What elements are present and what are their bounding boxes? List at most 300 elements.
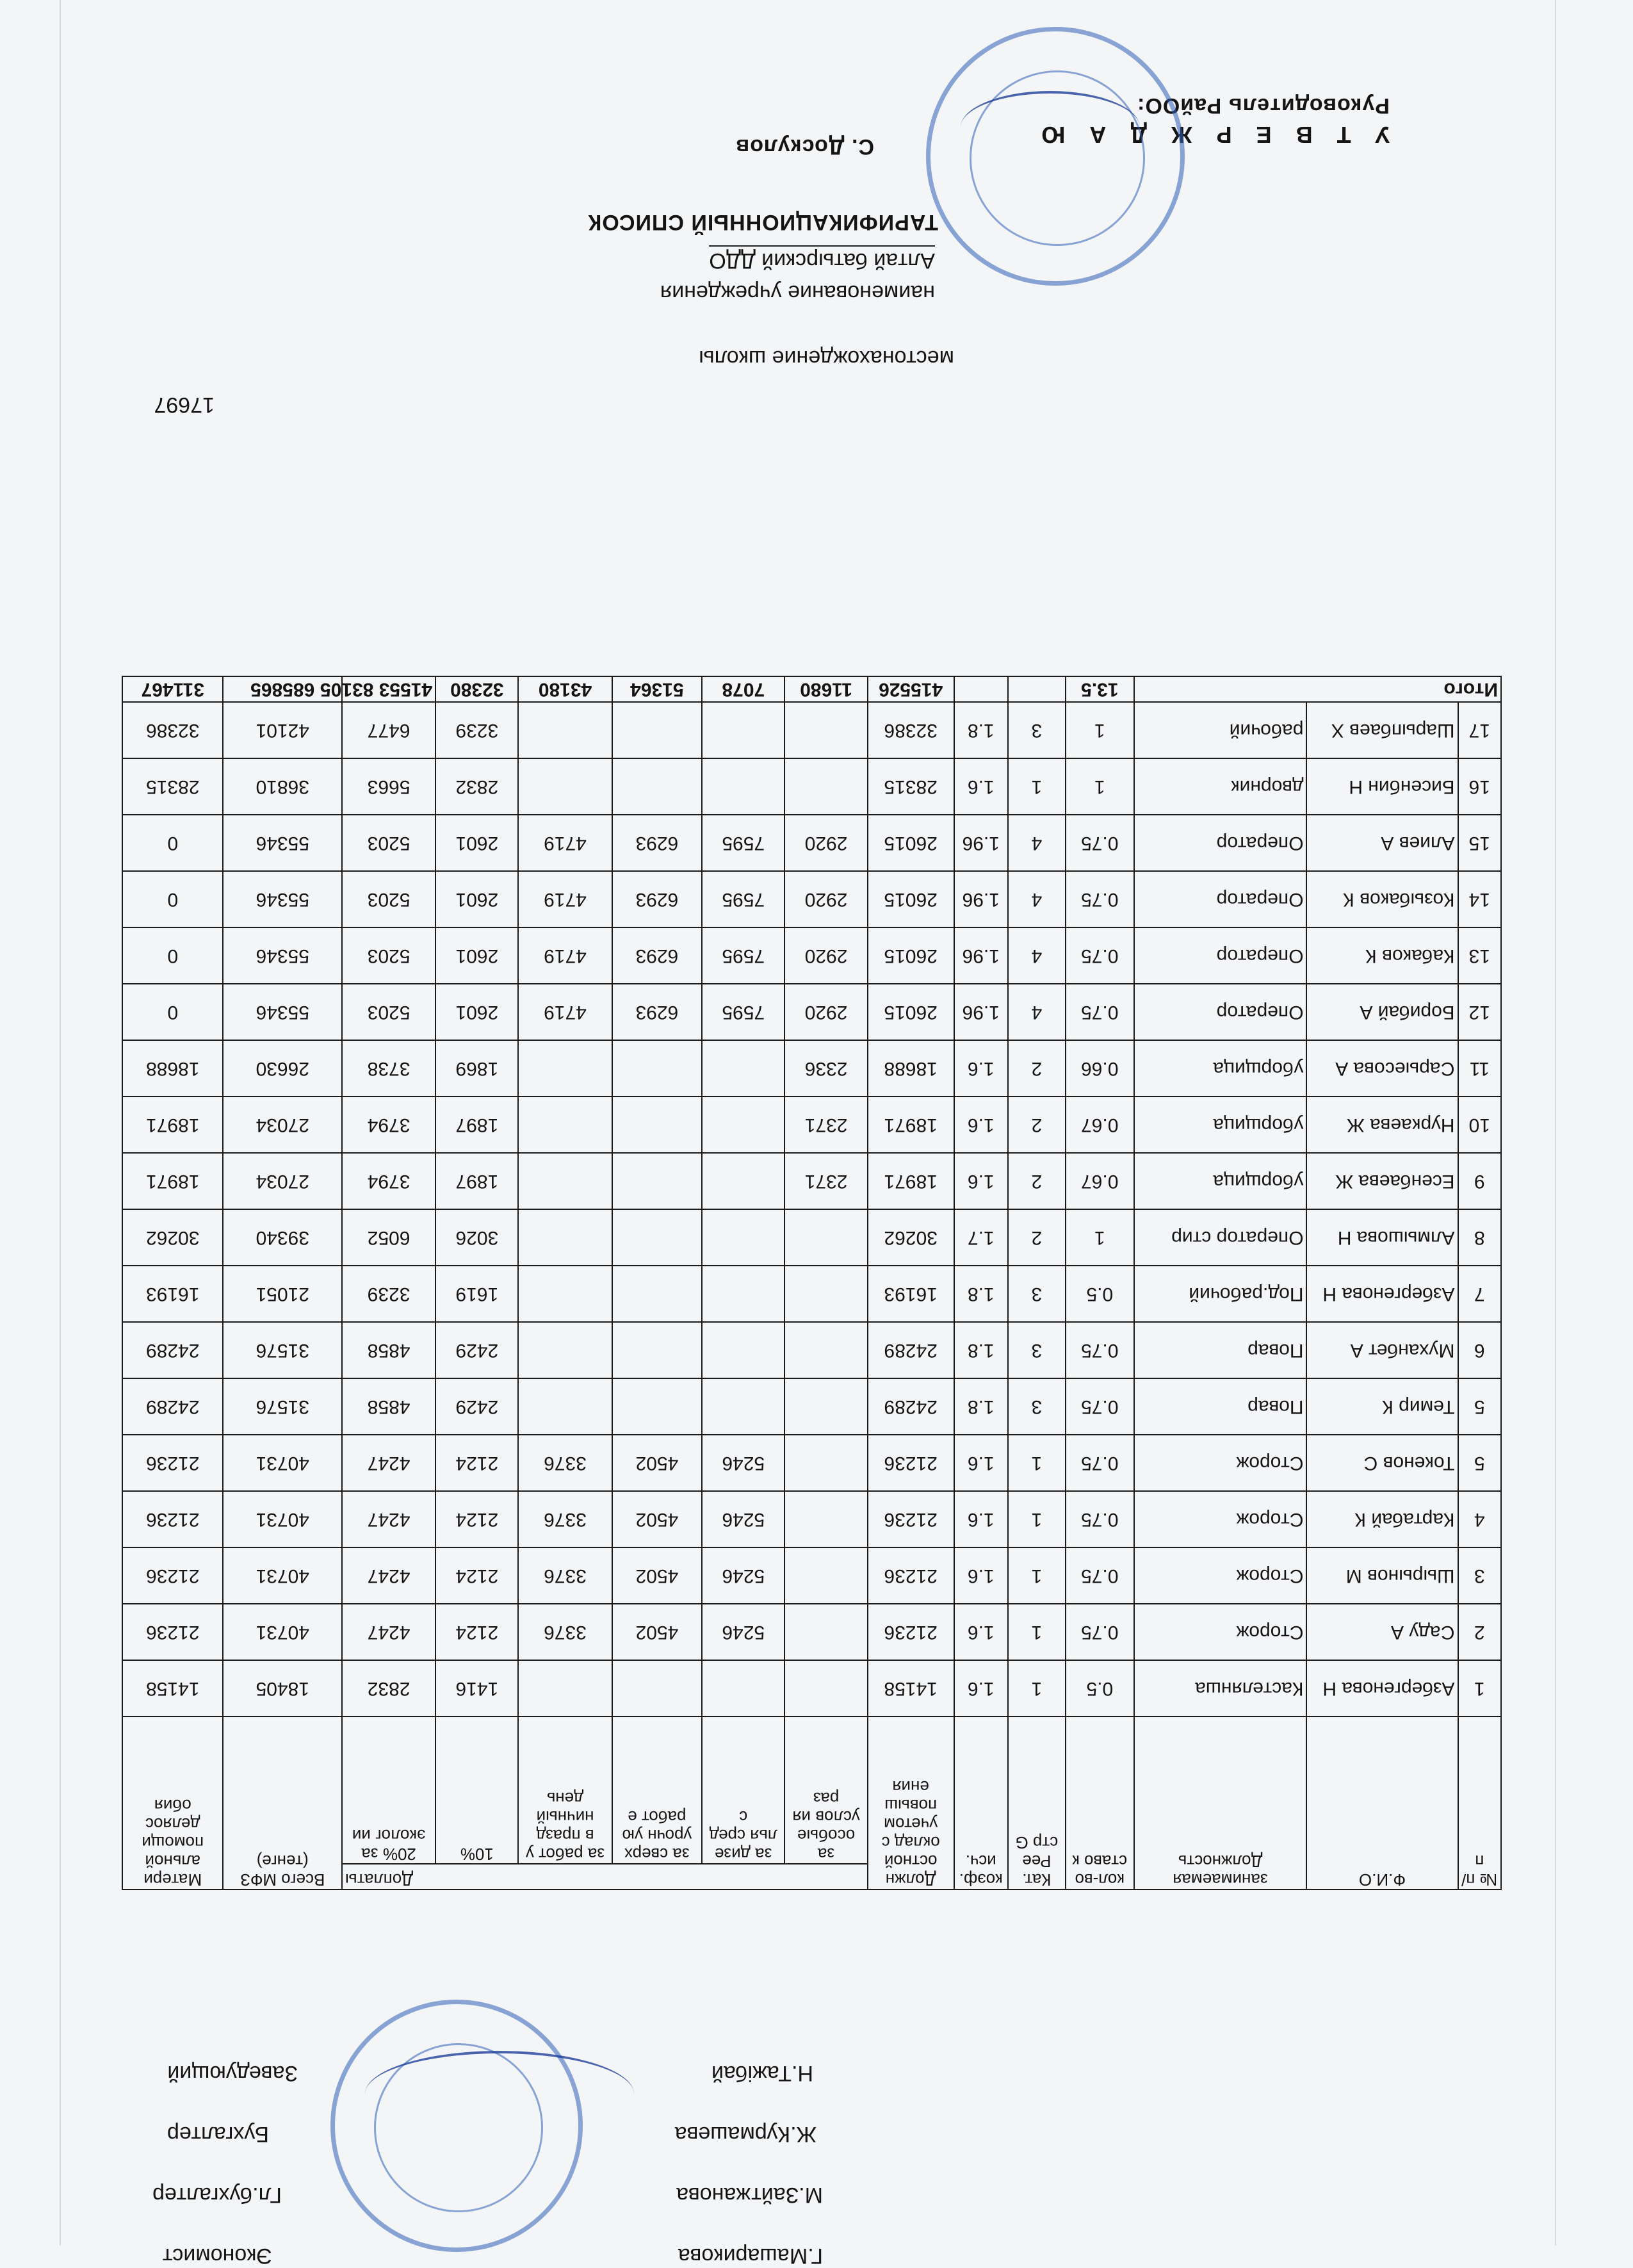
cell-night: 1869 bbox=[435, 1040, 518, 1097]
cell-position: уборщица bbox=[1134, 1153, 1307, 1209]
cell-num: 1 bbox=[1458, 1660, 1501, 1717]
cell-salary: 26015 bbox=[868, 984, 954, 1040]
cell-diesel: 5246 bbox=[702, 1491, 784, 1547]
signature-name-accountant: Ж.Курмашева bbox=[674, 2122, 816, 2146]
cell-rate: 0.67 bbox=[1066, 1097, 1134, 1153]
cell-overtime bbox=[612, 758, 703, 815]
cell-coef: 1.96 bbox=[954, 815, 1008, 871]
cell-name: Есенбаева Ж bbox=[1306, 1153, 1458, 1209]
cell-coef: 1.8 bbox=[954, 1322, 1008, 1378]
approval-title: У Т В Е Р Ж Д А Ю bbox=[1032, 122, 1390, 148]
cell-salary: 24289 bbox=[868, 1378, 954, 1435]
col-header-salary: Должн остной оклад с учетом повыш ения bbox=[868, 1717, 954, 1889]
cell-holiday: 4719 bbox=[518, 927, 612, 984]
totals-night: 32380 bbox=[435, 676, 518, 702]
cell-salary: 28315 bbox=[868, 758, 954, 815]
cell-num: 17 bbox=[1458, 702, 1501, 758]
cell-overtime: 6293 bbox=[612, 984, 703, 1040]
cell-ecology: 5203 bbox=[342, 984, 435, 1040]
cell-rate: 0.67 bbox=[1066, 1153, 1134, 1209]
cell-special bbox=[784, 758, 867, 815]
cell-diesel bbox=[702, 1378, 784, 1435]
cell-total: 55346 bbox=[223, 927, 342, 984]
cell-salary: 26015 bbox=[868, 815, 954, 871]
cell-name: Нуркаева Ж bbox=[1306, 1097, 1458, 1153]
cell-total: 55346 bbox=[223, 815, 342, 871]
cell-rate: 0.75 bbox=[1066, 1547, 1134, 1604]
cell-special bbox=[784, 1266, 867, 1322]
cell-total: 40731 bbox=[223, 1491, 342, 1547]
col-header-position: занимаемая Должность bbox=[1134, 1717, 1307, 1889]
cell-special bbox=[784, 702, 867, 758]
cell-special: 2371 bbox=[784, 1153, 867, 1209]
cell-night: 2601 bbox=[435, 815, 518, 871]
cell-coef: 1.6 bbox=[954, 1604, 1008, 1660]
col-header-overtime: за сверх урочн ую работ е bbox=[612, 1717, 703, 1864]
cell-holiday: 3376 bbox=[518, 1547, 612, 1604]
cell-category: 3 bbox=[1008, 1378, 1066, 1435]
table-row bbox=[122, 1266, 1501, 1322]
cell-diesel: 7595 bbox=[702, 927, 784, 984]
cell-name: Шарыпбаев Х bbox=[1306, 702, 1458, 758]
cell-special: 2920 bbox=[784, 927, 867, 984]
cell-rate: 0.66 bbox=[1066, 1040, 1134, 1097]
cell-total: 36810 bbox=[223, 758, 342, 815]
cell-aid: 18971 bbox=[122, 1153, 223, 1209]
cell-total: 40731 bbox=[223, 1547, 342, 1604]
signature-name-economist: Г.Машарикова bbox=[678, 2244, 823, 2268]
cell-salary: 18971 bbox=[868, 1153, 954, 1209]
cell-name: Алиев А bbox=[1306, 815, 1458, 871]
cell-special bbox=[784, 1604, 867, 1660]
col-header-name: Ф.И.О bbox=[1306, 1717, 1458, 1889]
cell-holiday: 3376 bbox=[518, 1604, 612, 1660]
cell-diesel bbox=[702, 1322, 784, 1378]
cell-name: Азбергенова Н bbox=[1306, 1660, 1458, 1717]
col-header-coef: коэф. исч. bbox=[954, 1717, 1008, 1889]
cell-holiday bbox=[518, 1097, 612, 1153]
cell-coef: 1.6 bbox=[954, 1660, 1008, 1717]
cell-night: 3026 bbox=[435, 1209, 518, 1266]
cell-aid: 21236 bbox=[122, 1604, 223, 1660]
cell-aid: 21236 bbox=[122, 1435, 223, 1491]
cell-salary: 21236 bbox=[868, 1491, 954, 1547]
col-header-night: 10% bbox=[435, 1717, 518, 1864]
institution-caption: наименование учреждения bbox=[660, 281, 935, 305]
totals-rate: 13.5 bbox=[1066, 676, 1134, 702]
cell-rate: 1 bbox=[1066, 758, 1134, 815]
cell-total: 55346 bbox=[223, 984, 342, 1040]
cell-coef: 1.6 bbox=[954, 758, 1008, 815]
cell-aid: 21236 bbox=[122, 1547, 223, 1604]
cell-num: 9 bbox=[1458, 1153, 1501, 1209]
cell-coef: 1.96 bbox=[954, 984, 1008, 1040]
cell-night: 2124 bbox=[435, 1547, 518, 1604]
cell-overtime: 4502 bbox=[612, 1435, 703, 1491]
cell-category: 4 bbox=[1008, 815, 1066, 871]
totals-ecology: 41553 83105 bbox=[342, 676, 435, 702]
cell-position: рабочий bbox=[1134, 702, 1307, 758]
cell-coef: 1.8 bbox=[954, 1378, 1008, 1435]
cell-aid: 16193 bbox=[122, 1266, 223, 1322]
cell-overtime bbox=[612, 1266, 703, 1322]
signature-scribble-bottom bbox=[365, 2051, 634, 2137]
cell-name: Токенов С bbox=[1306, 1435, 1458, 1491]
totals-special: 11680 bbox=[784, 676, 867, 702]
cell-ecology: 3794 bbox=[342, 1097, 435, 1153]
cell-num: 5 bbox=[1458, 1378, 1501, 1435]
cell-overtime: 6293 bbox=[612, 871, 703, 927]
cell-aid: 0 bbox=[122, 927, 223, 984]
cell-ecology: 6052 bbox=[342, 1209, 435, 1266]
cell-category: 3 bbox=[1008, 1266, 1066, 1322]
cell-category: 1 bbox=[1008, 1547, 1066, 1604]
col-header-rate: кол-во ставо к bbox=[1066, 1717, 1134, 1889]
cell-salary: 21236 bbox=[868, 1435, 954, 1491]
cell-category: 1 bbox=[1008, 758, 1066, 815]
cell-position: Сторож bbox=[1134, 1604, 1307, 1660]
totals-aid: 311467 bbox=[122, 676, 223, 702]
cell-coef: 1.8 bbox=[954, 1266, 1008, 1322]
cell-total: 27034 bbox=[223, 1097, 342, 1153]
cell-ecology: 5663 bbox=[342, 758, 435, 815]
cell-aid: 24289 bbox=[122, 1322, 223, 1378]
cell-num: 2 bbox=[1458, 1604, 1501, 1660]
cell-coef: 1.6 bbox=[954, 1040, 1008, 1097]
cell-num: 5 bbox=[1458, 1435, 1501, 1491]
cell-diesel: 5246 bbox=[702, 1604, 784, 1660]
totals-diesel: 7078 bbox=[702, 676, 784, 702]
cell-name: Сарыесова А bbox=[1306, 1040, 1458, 1097]
cell-name: Козыбаков К bbox=[1306, 871, 1458, 927]
cell-name: Кабаков К bbox=[1306, 927, 1458, 984]
table-row bbox=[122, 1153, 1501, 1209]
cell-night: 2832 bbox=[435, 758, 518, 815]
cell-special bbox=[784, 1491, 867, 1547]
totals-label: Итого bbox=[1134, 676, 1501, 702]
tariff-table bbox=[122, 676, 1502, 1890]
cell-special: 2920 bbox=[784, 871, 867, 927]
cell-position: Оператор стир bbox=[1134, 1209, 1307, 1266]
cell-diesel: 5246 bbox=[702, 1435, 784, 1491]
cell-coef: 1.6 bbox=[954, 1547, 1008, 1604]
cell-holiday: 4719 bbox=[518, 871, 612, 927]
cell-rate: 0.75 bbox=[1066, 1322, 1134, 1378]
cell-overtime bbox=[612, 1378, 703, 1435]
cell-total: 18405 bbox=[223, 1660, 342, 1717]
cell-special: 2920 bbox=[784, 984, 867, 1040]
signature-name-chief-accountant: М.Зайтжанова bbox=[676, 2183, 823, 2207]
cell-ecology: 6477 bbox=[342, 702, 435, 758]
cell-overtime: 6293 bbox=[612, 815, 703, 871]
cell-ecology: 3738 bbox=[342, 1040, 435, 1097]
cell-holiday bbox=[518, 1040, 612, 1097]
signature-role-head: Заведующий bbox=[167, 2061, 298, 2085]
cell-rate: 1 bbox=[1066, 702, 1134, 758]
cell-num: 12 bbox=[1458, 984, 1501, 1040]
table-row bbox=[122, 702, 1501, 758]
cell-rate: 1 bbox=[1066, 1209, 1134, 1266]
cell-holiday bbox=[518, 1209, 612, 1266]
cell-diesel bbox=[702, 758, 784, 815]
cell-num: 15 bbox=[1458, 815, 1501, 871]
cell-salary: 26015 bbox=[868, 927, 954, 984]
cell-aid: 30262 bbox=[122, 1209, 223, 1266]
cell-category: 4 bbox=[1008, 927, 1066, 984]
cell-category: 4 bbox=[1008, 984, 1066, 1040]
cell-holiday bbox=[518, 758, 612, 815]
cell-night: 1619 bbox=[435, 1266, 518, 1322]
cell-diesel bbox=[702, 1153, 784, 1209]
cell-aid: 24289 bbox=[122, 1378, 223, 1435]
cell-total: 55346 bbox=[223, 871, 342, 927]
approval-name: С. Доскулов bbox=[735, 135, 874, 159]
cell-holiday: 4719 bbox=[518, 984, 612, 1040]
table-row bbox=[122, 1322, 1501, 1378]
cell-coef: 1.96 bbox=[954, 871, 1008, 927]
cell-rate: 0.75 bbox=[1066, 871, 1134, 927]
table-row bbox=[122, 927, 1501, 984]
cell-name: Саду А bbox=[1306, 1604, 1458, 1660]
cell-name: Алмышова Н bbox=[1306, 1209, 1458, 1266]
cell-overtime bbox=[612, 1209, 703, 1266]
totals-holiday: 43180 bbox=[518, 676, 612, 702]
signature-role-economist: Экономист bbox=[162, 2244, 272, 2268]
cell-name: Шырынов М bbox=[1306, 1547, 1458, 1604]
cell-name: Муханбет А bbox=[1306, 1322, 1458, 1378]
col-header-num: № п/п bbox=[1458, 1717, 1501, 1889]
cell-ecology: 4247 bbox=[342, 1547, 435, 1604]
cell-night: 2429 bbox=[435, 1322, 518, 1378]
cell-diesel bbox=[702, 1660, 784, 1717]
cell-position: Под.рабочий bbox=[1134, 1266, 1307, 1322]
cell-ecology: 5203 bbox=[342, 871, 435, 927]
cell-overtime bbox=[612, 702, 703, 758]
cell-aid: 18971 bbox=[122, 1097, 223, 1153]
signature-scribble-top bbox=[961, 91, 1140, 164]
cell-name: Картабай К bbox=[1306, 1491, 1458, 1547]
cell-total: 31576 bbox=[223, 1378, 342, 1435]
cell-ecology: 2832 bbox=[342, 1660, 435, 1717]
signature-name-head: Н.Тажібай bbox=[711, 2061, 813, 2085]
cell-rate: 0.5 bbox=[1066, 1266, 1134, 1322]
cell-coef: 1.6 bbox=[954, 1491, 1008, 1547]
col-header-diesel: за дизе лья сред с bbox=[702, 1717, 784, 1864]
table-row bbox=[122, 1097, 1501, 1153]
cell-ecology: 4247 bbox=[342, 1604, 435, 1660]
cell-num: 16 bbox=[1458, 758, 1501, 815]
table-row bbox=[122, 1040, 1501, 1097]
cell-num: 10 bbox=[1458, 1097, 1501, 1153]
institution-name: Алтай батырский ДДО bbox=[709, 245, 935, 273]
cell-overtime bbox=[612, 1040, 703, 1097]
cell-aid: 0 bbox=[122, 871, 223, 927]
cell-rate: 0.75 bbox=[1066, 1491, 1134, 1547]
cell-special bbox=[784, 1209, 867, 1266]
cell-category: 2 bbox=[1008, 1040, 1066, 1097]
totals-salary: 415526 bbox=[868, 676, 954, 702]
cell-overtime: 4502 bbox=[612, 1491, 703, 1547]
cell-holiday bbox=[518, 1153, 612, 1209]
cell-rate: 0.75 bbox=[1066, 1604, 1134, 1660]
table-row bbox=[122, 1547, 1501, 1604]
cell-total: 21051 bbox=[223, 1266, 342, 1322]
cell-ecology: 3794 bbox=[342, 1153, 435, 1209]
cell-holiday: 3376 bbox=[518, 1435, 612, 1491]
cell-category: 3 bbox=[1008, 1322, 1066, 1378]
cell-special bbox=[784, 1435, 867, 1491]
cell-position: Оператор bbox=[1134, 984, 1307, 1040]
cell-total: 26630 bbox=[223, 1040, 342, 1097]
cell-total: 42101 bbox=[223, 702, 342, 758]
cell-ecology: 5203 bbox=[342, 927, 435, 984]
cell-salary: 18688 bbox=[868, 1040, 954, 1097]
location-caption: местонахождение школы bbox=[699, 346, 954, 370]
cell-category: 2 bbox=[1008, 1153, 1066, 1209]
cell-night: 2124 bbox=[435, 1491, 518, 1547]
document-title: ТАРИФИКАЦИОННЫЙ СПИСОК bbox=[587, 210, 938, 234]
table-row bbox=[122, 1491, 1501, 1547]
cell-rate: 0.5 bbox=[1066, 1660, 1134, 1717]
cell-position: Повар bbox=[1134, 1322, 1307, 1378]
document-code: 17697 bbox=[154, 393, 215, 417]
cell-num: 8 bbox=[1458, 1209, 1501, 1266]
cell-position: Оператор bbox=[1134, 927, 1307, 984]
cell-position: Оператор bbox=[1134, 871, 1307, 927]
cell-holiday bbox=[518, 1378, 612, 1435]
cell-coef: 1.7 bbox=[954, 1209, 1008, 1266]
cell-salary: 21236 bbox=[868, 1547, 954, 1604]
cell-salary: 24289 bbox=[868, 1322, 954, 1378]
cell-position: Кастелянша bbox=[1134, 1660, 1307, 1717]
cell-total: 40731 bbox=[223, 1604, 342, 1660]
cell-diesel bbox=[702, 1097, 784, 1153]
cell-holiday bbox=[518, 702, 612, 758]
cell-salary: 26015 bbox=[868, 871, 954, 927]
cell-night: 2124 bbox=[435, 1604, 518, 1660]
cell-rate: 0.75 bbox=[1066, 815, 1134, 871]
cell-night: 1897 bbox=[435, 1097, 518, 1153]
cell-aid: 18688 bbox=[122, 1040, 223, 1097]
col-header-aid: Матери альной помощи деляос обия bbox=[122, 1717, 223, 1889]
cell-num: 4 bbox=[1458, 1491, 1501, 1547]
cell-diesel: 7595 bbox=[702, 984, 784, 1040]
cell-category: 1 bbox=[1008, 1435, 1066, 1491]
cell-position: Оператор bbox=[1134, 815, 1307, 871]
cell-position: уборщица bbox=[1134, 1040, 1307, 1097]
table-row bbox=[122, 871, 1501, 927]
cell-coef: 1.6 bbox=[954, 1097, 1008, 1153]
totals-row bbox=[122, 676, 1501, 702]
cell-aid: 0 bbox=[122, 815, 223, 871]
cell-ecology: 3239 bbox=[342, 1266, 435, 1322]
cell-rate: 0.75 bbox=[1066, 1378, 1134, 1435]
col-header-total: Всего МФЗ (тенге) bbox=[223, 1717, 342, 1889]
cell-night: 2124 bbox=[435, 1435, 518, 1491]
table-row bbox=[122, 1209, 1501, 1266]
col-header-special: за особые услов ия раз bbox=[784, 1717, 867, 1864]
cell-holiday: 3376 bbox=[518, 1491, 612, 1547]
totals-overtime: 51364 bbox=[612, 676, 703, 702]
cell-name: Борибай А bbox=[1306, 984, 1458, 1040]
cell-aid: 21236 bbox=[122, 1491, 223, 1547]
cell-category: 2 bbox=[1008, 1209, 1066, 1266]
cell-position: Сторож bbox=[1134, 1491, 1307, 1547]
cell-diesel bbox=[702, 702, 784, 758]
cell-diesel bbox=[702, 1040, 784, 1097]
cell-salary: 32386 bbox=[868, 702, 954, 758]
cell-holiday: 4719 bbox=[518, 815, 612, 871]
cell-night: 1416 bbox=[435, 1660, 518, 1717]
cell-holiday bbox=[518, 1660, 612, 1717]
cell-holiday bbox=[518, 1266, 612, 1322]
cell-ecology: 4858 bbox=[342, 1322, 435, 1378]
cell-special: 2371 bbox=[784, 1097, 867, 1153]
cell-overtime bbox=[612, 1153, 703, 1209]
cell-name: Бисенбин Н bbox=[1306, 758, 1458, 815]
cell-total: 40731 bbox=[223, 1435, 342, 1491]
cell-overtime: 4502 bbox=[612, 1604, 703, 1660]
cell-night: 3239 bbox=[435, 702, 518, 758]
cell-special bbox=[784, 1660, 867, 1717]
cell-special: 2920 bbox=[784, 815, 867, 871]
cell-name: Азбергенова Н bbox=[1306, 1266, 1458, 1322]
cell-aid: 0 bbox=[122, 984, 223, 1040]
col-header-ecology: 20% за эколог ии bbox=[342, 1717, 435, 1864]
col-header-group-extras: Доплаты bbox=[342, 1864, 868, 1889]
cell-num: 14 bbox=[1458, 871, 1501, 927]
cell-diesel bbox=[702, 1266, 784, 1322]
cell-aid: 32386 bbox=[122, 702, 223, 758]
cell-total: 31576 bbox=[223, 1322, 342, 1378]
cell-coef: 1.6 bbox=[954, 1153, 1008, 1209]
cell-night: 2601 bbox=[435, 871, 518, 927]
cell-category: 3 bbox=[1008, 702, 1066, 758]
cell-coef: 1.6 bbox=[954, 1435, 1008, 1491]
approval-position: Руководитель РайОО: bbox=[1137, 94, 1390, 118]
cell-total: 39340 bbox=[223, 1209, 342, 1266]
cell-special bbox=[784, 1547, 867, 1604]
cell-diesel bbox=[702, 1209, 784, 1266]
table-row bbox=[122, 1378, 1501, 1435]
col-header-holiday: за работ у в празд ничный день bbox=[518, 1717, 612, 1864]
cell-night: 1897 bbox=[435, 1153, 518, 1209]
cell-category: 1 bbox=[1008, 1660, 1066, 1717]
cell-overtime bbox=[612, 1660, 703, 1717]
table-row bbox=[122, 1604, 1501, 1660]
table-row bbox=[122, 1660, 1501, 1717]
cell-rate: 0.75 bbox=[1066, 927, 1134, 984]
signature-role-accountant: Бухгалтер bbox=[167, 2122, 269, 2146]
cell-night: 2429 bbox=[435, 1378, 518, 1435]
cell-name: Темир К bbox=[1306, 1378, 1458, 1435]
cell-salary: 21236 bbox=[868, 1604, 954, 1660]
cell-total: 27034 bbox=[223, 1153, 342, 1209]
cell-salary: 16193 bbox=[868, 1266, 954, 1322]
signature-role-chief-accountant: Гл.бухгалтер bbox=[152, 2183, 282, 2207]
cell-aid: 28315 bbox=[122, 758, 223, 815]
cell-num: 7 bbox=[1458, 1266, 1501, 1322]
cell-ecology: 4247 bbox=[342, 1435, 435, 1491]
cell-category: 2 bbox=[1008, 1097, 1066, 1153]
cell-special bbox=[784, 1378, 867, 1435]
cell-ecology: 4247 bbox=[342, 1491, 435, 1547]
cell-coef: 1.8 bbox=[954, 702, 1008, 758]
cell-rate: 0.75 bbox=[1066, 1435, 1134, 1491]
cell-position: Сторож bbox=[1134, 1547, 1307, 1604]
cell-num: 3 bbox=[1458, 1547, 1501, 1604]
cell-num: 6 bbox=[1458, 1322, 1501, 1378]
